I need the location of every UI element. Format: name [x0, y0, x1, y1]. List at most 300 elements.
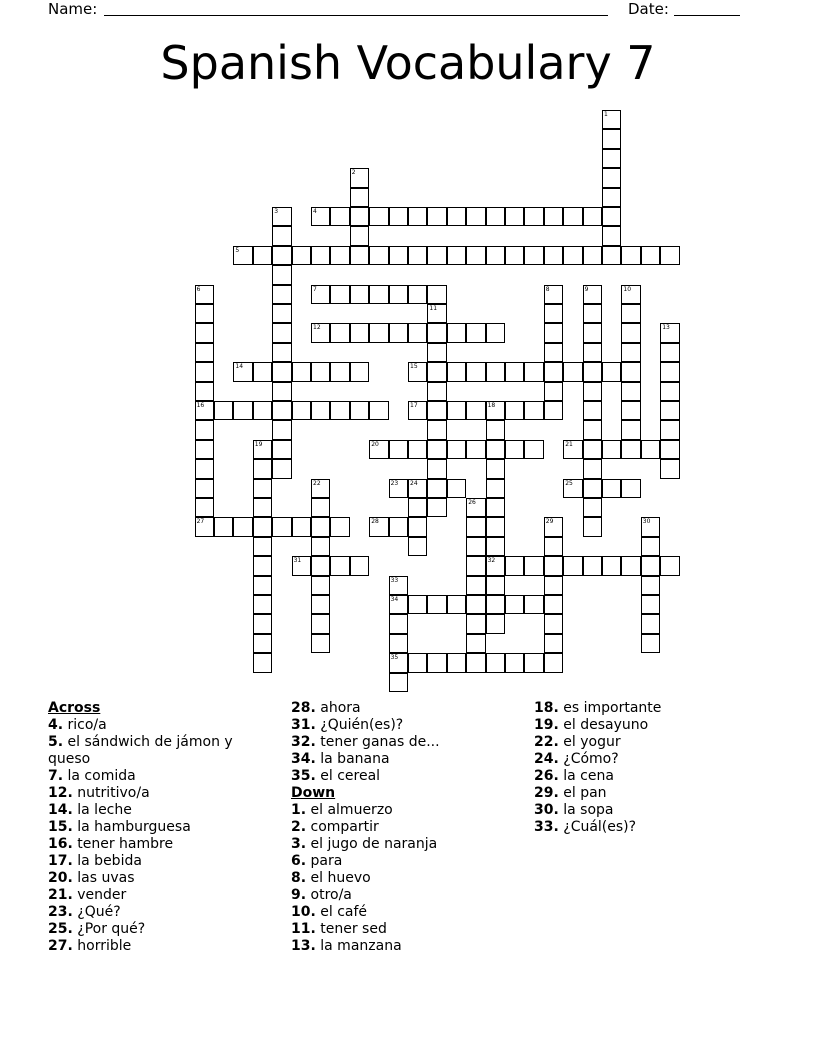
- grid-cell[interactable]: [660, 246, 679, 265]
- grid-cell[interactable]: [641, 556, 660, 575]
- grid-cell[interactable]: [660, 420, 679, 439]
- grid-cell[interactable]: [544, 304, 563, 323]
- clue-item: [48, 819, 268, 836]
- grid-cell[interactable]: [544, 634, 563, 653]
- grid-cell[interactable]: [350, 188, 369, 207]
- grid-cell[interactable]: [544, 362, 563, 381]
- grid-cell[interactable]: [272, 362, 291, 381]
- grid-cell[interactable]: [447, 479, 466, 498]
- grid-cell[interactable]: [660, 382, 679, 401]
- grid-cell[interactable]: [272, 401, 291, 420]
- grid-cell[interactable]: [311, 246, 330, 265]
- grid-cell[interactable]: [311, 401, 330, 420]
- grid-cell[interactable]: [583, 479, 602, 498]
- grid-cell[interactable]: [253, 576, 272, 595]
- grid-cell[interactable]: [427, 420, 446, 439]
- grid-cell[interactable]: [369, 246, 388, 265]
- grid-cell[interactable]: [486, 517, 505, 536]
- grid-cell[interactable]: [253, 459, 272, 478]
- grid-cell[interactable]: [544, 653, 563, 672]
- grid-cell[interactable]: [311, 595, 330, 614]
- grid-cell[interactable]: [214, 517, 233, 536]
- grid-cell[interactable]: [583, 440, 602, 459]
- grid-cell[interactable]: [583, 420, 602, 439]
- grid-cell[interactable]: [408, 440, 427, 459]
- grid-cell[interactable]: [389, 653, 408, 672]
- grid-cell[interactable]: [408, 207, 427, 226]
- grid-cell[interactable]: [621, 304, 640, 323]
- grid-cell[interactable]: [641, 537, 660, 556]
- grid-cell[interactable]: [466, 440, 485, 459]
- grid-cell[interactable]: [272, 265, 291, 284]
- grid-cell[interactable]: [447, 362, 466, 381]
- grid-cell[interactable]: [505, 556, 524, 575]
- grid-cell[interactable]: [466, 323, 485, 342]
- clue-number: 2: [351, 169, 356, 177]
- grid-cell[interactable]: [466, 498, 485, 517]
- grid-cell[interactable]: [311, 517, 330, 536]
- grid-cell[interactable]: [466, 517, 485, 536]
- grid-cell[interactable]: [505, 595, 524, 614]
- grid-cell[interactable]: [195, 459, 214, 478]
- grid-cell[interactable]: [621, 556, 640, 575]
- grid-cell[interactable]: [486, 479, 505, 498]
- grid-cell[interactable]: [408, 285, 427, 304]
- grid-cell[interactable]: [524, 207, 543, 226]
- grid-cell[interactable]: [544, 323, 563, 342]
- grid-cell[interactable]: [563, 556, 582, 575]
- grid-cell[interactable]: [272, 304, 291, 323]
- grid-cell[interactable]: [544, 246, 563, 265]
- grid-cell[interactable]: [253, 362, 272, 381]
- grid-cell[interactable]: [408, 537, 427, 556]
- grid-cell[interactable]: [602, 226, 621, 245]
- grid-cell[interactable]: [389, 595, 408, 614]
- clue-item: [534, 717, 661, 734]
- grid-cell[interactable]: [602, 556, 621, 575]
- clue-item-text: compartir: [306, 819, 379, 835]
- clue-number: 6: [196, 285, 201, 293]
- grid-cell[interactable]: [660, 401, 679, 420]
- grid-cell[interactable]: [486, 362, 505, 381]
- grid-cell[interactable]: [427, 304, 446, 323]
- grid-cell[interactable]: [602, 188, 621, 207]
- grid-cell[interactable]: [621, 401, 640, 420]
- grid-cell[interactable]: [350, 362, 369, 381]
- grid-cell[interactable]: [602, 440, 621, 459]
- grid-cell[interactable]: [253, 440, 272, 459]
- grid-cell[interactable]: [621, 420, 640, 439]
- grid-cell[interactable]: [602, 362, 621, 381]
- grid-cell[interactable]: [563, 479, 582, 498]
- grid-cell[interactable]: [466, 246, 485, 265]
- grid-cell[interactable]: [427, 285, 446, 304]
- grid-cell[interactable]: [292, 401, 311, 420]
- grid-cell[interactable]: [233, 246, 252, 265]
- grid-cell[interactable]: [408, 653, 427, 672]
- grid-cell[interactable]: [544, 207, 563, 226]
- grid-cell[interactable]: [427, 440, 446, 459]
- clue-item: [534, 768, 661, 785]
- grid-cell[interactable]: [330, 246, 349, 265]
- grid-cell[interactable]: [621, 246, 640, 265]
- grid-cell[interactable]: [447, 401, 466, 420]
- grid-cell[interactable]: [253, 246, 272, 265]
- grid-cell[interactable]: [641, 595, 660, 614]
- clue-number: 14: [235, 363, 244, 371]
- grid-cell[interactable]: [253, 556, 272, 575]
- date-label: Date:: [628, 0, 669, 18]
- clue-number: 35: [390, 654, 399, 662]
- grid-cell[interactable]: [447, 595, 466, 614]
- grid-cell[interactable]: [272, 343, 291, 362]
- grid-cell[interactable]: [311, 479, 330, 498]
- grid-cell[interactable]: [427, 382, 446, 401]
- grid-cell[interactable]: [330, 517, 349, 536]
- grid-cell[interactable]: [233, 362, 252, 381]
- grid-cell[interactable]: [660, 323, 679, 342]
- grid-cell[interactable]: [544, 556, 563, 575]
- grid-cell[interactable]: [621, 382, 640, 401]
- grid-cell[interactable]: [233, 401, 252, 420]
- grid-cell[interactable]: [214, 401, 233, 420]
- grid-cell[interactable]: [524, 246, 543, 265]
- grid-cell[interactable]: [311, 556, 330, 575]
- grid-cell[interactable]: [408, 323, 427, 342]
- grid-cell[interactable]: [369, 323, 388, 342]
- grid-cell[interactable]: [408, 479, 427, 498]
- grid-cell[interactable]: [544, 576, 563, 595]
- grid-cell[interactable]: [486, 614, 505, 633]
- grid-cell[interactable]: [427, 207, 446, 226]
- grid-cell[interactable]: [292, 362, 311, 381]
- grid-cell[interactable]: [505, 653, 524, 672]
- grid-cell[interactable]: [524, 556, 543, 575]
- grid-cell[interactable]: [427, 498, 446, 517]
- grid-cell[interactable]: [486, 537, 505, 556]
- grid-cell[interactable]: [389, 323, 408, 342]
- grid-cell[interactable]: [330, 207, 349, 226]
- grid-cell[interactable]: [427, 653, 446, 672]
- grid-cell[interactable]: [466, 614, 485, 633]
- grid-cell[interactable]: [583, 401, 602, 420]
- grid-cell[interactable]: [195, 362, 214, 381]
- grid-cell[interactable]: [641, 517, 660, 536]
- grid-cell[interactable]: [272, 226, 291, 245]
- grid-cell[interactable]: [621, 479, 640, 498]
- grid-cell[interactable]: [583, 498, 602, 517]
- grid-cell[interactable]: [195, 285, 214, 304]
- grid-cell[interactable]: [583, 246, 602, 265]
- grid-cell[interactable]: [583, 323, 602, 342]
- grid-cell[interactable]: [272, 207, 291, 226]
- grid-cell[interactable]: [427, 401, 446, 420]
- grid-cell[interactable]: [466, 634, 485, 653]
- grid-cell[interactable]: [292, 556, 311, 575]
- grid-cell[interactable]: [486, 246, 505, 265]
- clue-item-number: 6.: [291, 853, 307, 869]
- grid-cell[interactable]: [583, 207, 602, 226]
- clue-item-number: 23.: [48, 904, 73, 920]
- grid-cell[interactable]: [389, 576, 408, 595]
- grid-cell[interactable]: [408, 517, 427, 536]
- grid-cell[interactable]: [583, 362, 602, 381]
- grid-cell[interactable]: [330, 556, 349, 575]
- grid-cell[interactable]: [486, 653, 505, 672]
- grid-cell[interactable]: [583, 382, 602, 401]
- grid-cell[interactable]: [602, 129, 621, 148]
- grid-cell[interactable]: [389, 285, 408, 304]
- grid-cell[interactable]: [311, 207, 330, 226]
- grid-cell[interactable]: [272, 246, 291, 265]
- name-field[interactable]: [104, 15, 608, 16]
- grid-cell[interactable]: [311, 498, 330, 517]
- grid-cell[interactable]: [641, 440, 660, 459]
- clue-item-text: la sopa: [558, 802, 614, 818]
- grid-cell[interactable]: [350, 168, 369, 187]
- grid-cell[interactable]: [486, 459, 505, 478]
- grid-cell[interactable]: [350, 323, 369, 342]
- grid-cell[interactable]: [486, 440, 505, 459]
- grid-cell[interactable]: [544, 382, 563, 401]
- grid-cell[interactable]: [427, 362, 446, 381]
- grid-cell[interactable]: [524, 595, 543, 614]
- grid-cell[interactable]: [350, 207, 369, 226]
- clue-item: [48, 887, 268, 904]
- grid-cell[interactable]: [602, 110, 621, 129]
- grid-cell[interactable]: [389, 440, 408, 459]
- grid-cell[interactable]: [369, 285, 388, 304]
- grid-cell[interactable]: [505, 246, 524, 265]
- grid-cell[interactable]: [195, 517, 214, 536]
- grid-cell[interactable]: [311, 634, 330, 653]
- grid-cell[interactable]: [330, 401, 349, 420]
- grid-cell[interactable]: [350, 401, 369, 420]
- clue-item-number: 4.: [48, 717, 64, 733]
- grid-cell[interactable]: [466, 537, 485, 556]
- grid-cell[interactable]: [621, 440, 640, 459]
- grid-cell[interactable]: [253, 517, 272, 536]
- grid-cell[interactable]: [641, 246, 660, 265]
- grid-cell[interactable]: [486, 576, 505, 595]
- grid-cell[interactable]: [408, 401, 427, 420]
- grid-cell[interactable]: [253, 634, 272, 653]
- grid-cell[interactable]: [389, 207, 408, 226]
- grid-cell[interactable]: [447, 207, 466, 226]
- grid-cell[interactable]: [641, 614, 660, 633]
- grid-cell[interactable]: [583, 343, 602, 362]
- grid-cell[interactable]: [583, 556, 602, 575]
- grid-cell[interactable]: [427, 479, 446, 498]
- grid-cell[interactable]: [272, 440, 291, 459]
- grid-cell[interactable]: [253, 401, 272, 420]
- grid-cell[interactable]: [311, 285, 330, 304]
- grid-cell[interactable]: [602, 149, 621, 168]
- grid-cell[interactable]: [408, 498, 427, 517]
- grid-cell[interactable]: [195, 498, 214, 517]
- grid-cell[interactable]: [583, 517, 602, 536]
- grid-cell[interactable]: [505, 401, 524, 420]
- grid-cell[interactable]: [195, 401, 214, 420]
- grid-cell[interactable]: [505, 207, 524, 226]
- grid-cell[interactable]: [292, 517, 311, 536]
- grid-cell[interactable]: [466, 401, 485, 420]
- grid-cell[interactable]: [486, 498, 505, 517]
- grid-cell[interactable]: [292, 246, 311, 265]
- grid-cell[interactable]: [466, 362, 485, 381]
- grid-cell[interactable]: [602, 207, 621, 226]
- grid-cell[interactable]: [544, 343, 563, 362]
- grid-cell[interactable]: [583, 285, 602, 304]
- grid-cell[interactable]: [583, 304, 602, 323]
- grid-cell[interactable]: [389, 634, 408, 653]
- grid-cell[interactable]: [447, 246, 466, 265]
- grid-cell[interactable]: [253, 498, 272, 517]
- clue-item-text: ¿Cuál(es)?: [558, 819, 637, 835]
- grid-cell[interactable]: [602, 168, 621, 187]
- grid-cell[interactable]: [466, 595, 485, 614]
- grid-cell[interactable]: [272, 459, 291, 478]
- grid-cell[interactable]: [427, 246, 446, 265]
- grid-cell[interactable]: [660, 362, 679, 381]
- grid-cell[interactable]: [544, 595, 563, 614]
- grid-cell[interactable]: [272, 517, 291, 536]
- grid-cell[interactable]: [369, 517, 388, 536]
- grid-cell[interactable]: [195, 420, 214, 439]
- grid-cell[interactable]: [350, 285, 369, 304]
- grid-cell[interactable]: [330, 323, 349, 342]
- grid-cell[interactable]: [660, 459, 679, 478]
- grid-cell[interactable]: [195, 479, 214, 498]
- grid-cell[interactable]: [195, 382, 214, 401]
- grid-cell[interactable]: [311, 537, 330, 556]
- grid-cell[interactable]: [660, 556, 679, 575]
- grid-cell[interactable]: [524, 653, 543, 672]
- grid-cell[interactable]: [253, 537, 272, 556]
- grid-cell[interactable]: [330, 285, 349, 304]
- grid-cell[interactable]: [330, 362, 349, 381]
- grid-cell[interactable]: [602, 246, 621, 265]
- grid-cell[interactable]: [486, 207, 505, 226]
- grid-cell[interactable]: [524, 362, 543, 381]
- grid-cell[interactable]: [621, 362, 640, 381]
- grid-cell[interactable]: [253, 479, 272, 498]
- grid-cell[interactable]: [350, 556, 369, 575]
- grid-cell[interactable]: [641, 576, 660, 595]
- grid-cell[interactable]: [563, 440, 582, 459]
- grid-cell[interactable]: [544, 401, 563, 420]
- grid-cell[interactable]: [563, 207, 582, 226]
- grid-cell[interactable]: [505, 440, 524, 459]
- grid-cell[interactable]: [311, 576, 330, 595]
- grid-cell[interactable]: [272, 420, 291, 439]
- grid-cell[interactable]: [253, 653, 272, 672]
- grid-cell[interactable]: [486, 323, 505, 342]
- grid-cell[interactable]: [389, 673, 408, 692]
- grid-cell[interactable]: [466, 556, 485, 575]
- grid-cell[interactable]: [524, 440, 543, 459]
- grid-cell[interactable]: [466, 576, 485, 595]
- grid-cell[interactable]: [272, 285, 291, 304]
- grid-cell[interactable]: [350, 226, 369, 245]
- grid-cell[interactable]: [447, 440, 466, 459]
- grid-cell[interactable]: [311, 362, 330, 381]
- grid-cell[interactable]: [427, 323, 446, 342]
- grid-cell[interactable]: [369, 207, 388, 226]
- grid-cell[interactable]: [195, 440, 214, 459]
- grid-cell[interactable]: [505, 362, 524, 381]
- grid-cell[interactable]: [427, 343, 446, 362]
- grid-cell[interactable]: [272, 382, 291, 401]
- grid-cell[interactable]: [544, 614, 563, 633]
- grid-cell[interactable]: [427, 459, 446, 478]
- grid-cell[interactable]: [466, 207, 485, 226]
- date-field[interactable]: [674, 15, 740, 16]
- grid-cell[interactable]: [311, 323, 330, 342]
- page-header: [48, 0, 748, 20]
- clue-item: [534, 785, 661, 802]
- grid-cell[interactable]: [272, 323, 291, 342]
- grid-cell[interactable]: [524, 401, 543, 420]
- grid-cell[interactable]: [389, 517, 408, 536]
- grid-cell[interactable]: [427, 595, 446, 614]
- grid-cell[interactable]: [447, 653, 466, 672]
- clue-item-number: 26.: [534, 768, 559, 784]
- clue-item: [291, 887, 440, 904]
- grid-cell[interactable]: [621, 285, 640, 304]
- grid-cell[interactable]: [486, 420, 505, 439]
- clue-number: 32: [487, 557, 496, 565]
- grid-cell[interactable]: [389, 479, 408, 498]
- grid-cell[interactable]: [195, 304, 214, 323]
- grid-cell[interactable]: [641, 634, 660, 653]
- grid-cell[interactable]: [563, 246, 582, 265]
- grid-cell[interactable]: [660, 440, 679, 459]
- grid-cell[interactable]: [408, 362, 427, 381]
- grid-cell[interactable]: [447, 323, 466, 342]
- grid-cell[interactable]: [389, 246, 408, 265]
- grid-cell[interactable]: [486, 556, 505, 575]
- clue-item-text: ¿Qué?: [72, 904, 121, 920]
- grid-cell[interactable]: [544, 285, 563, 304]
- clue-item-number: 25.: [48, 921, 73, 937]
- grid-cell[interactable]: [369, 401, 388, 420]
- grid-cell[interactable]: [660, 343, 679, 362]
- grid-cell[interactable]: [621, 323, 640, 342]
- grid-cell[interactable]: [544, 517, 563, 536]
- grid-cell[interactable]: [195, 343, 214, 362]
- clue-item-number: 15.: [48, 819, 73, 835]
- grid-cell[interactable]: [466, 653, 485, 672]
- grid-cell[interactable]: [408, 595, 427, 614]
- grid-cell[interactable]: [486, 401, 505, 420]
- grid-cell[interactable]: [253, 595, 272, 614]
- grid-cell[interactable]: [544, 537, 563, 556]
- grid-cell[interactable]: [350, 246, 369, 265]
- grid-cell[interactable]: [195, 323, 214, 342]
- grid-cell[interactable]: [486, 595, 505, 614]
- grid-cell[interactable]: [583, 459, 602, 478]
- grid-cell[interactable]: [253, 614, 272, 633]
- grid-cell[interactable]: [311, 614, 330, 633]
- grid-cell[interactable]: [389, 614, 408, 633]
- grid-cell[interactable]: [408, 246, 427, 265]
- grid-cell[interactable]: [369, 440, 388, 459]
- grid-cell[interactable]: [621, 343, 640, 362]
- grid-cell[interactable]: [563, 362, 582, 381]
- grid-cell[interactable]: [602, 479, 621, 498]
- grid-cell[interactable]: [233, 517, 252, 536]
